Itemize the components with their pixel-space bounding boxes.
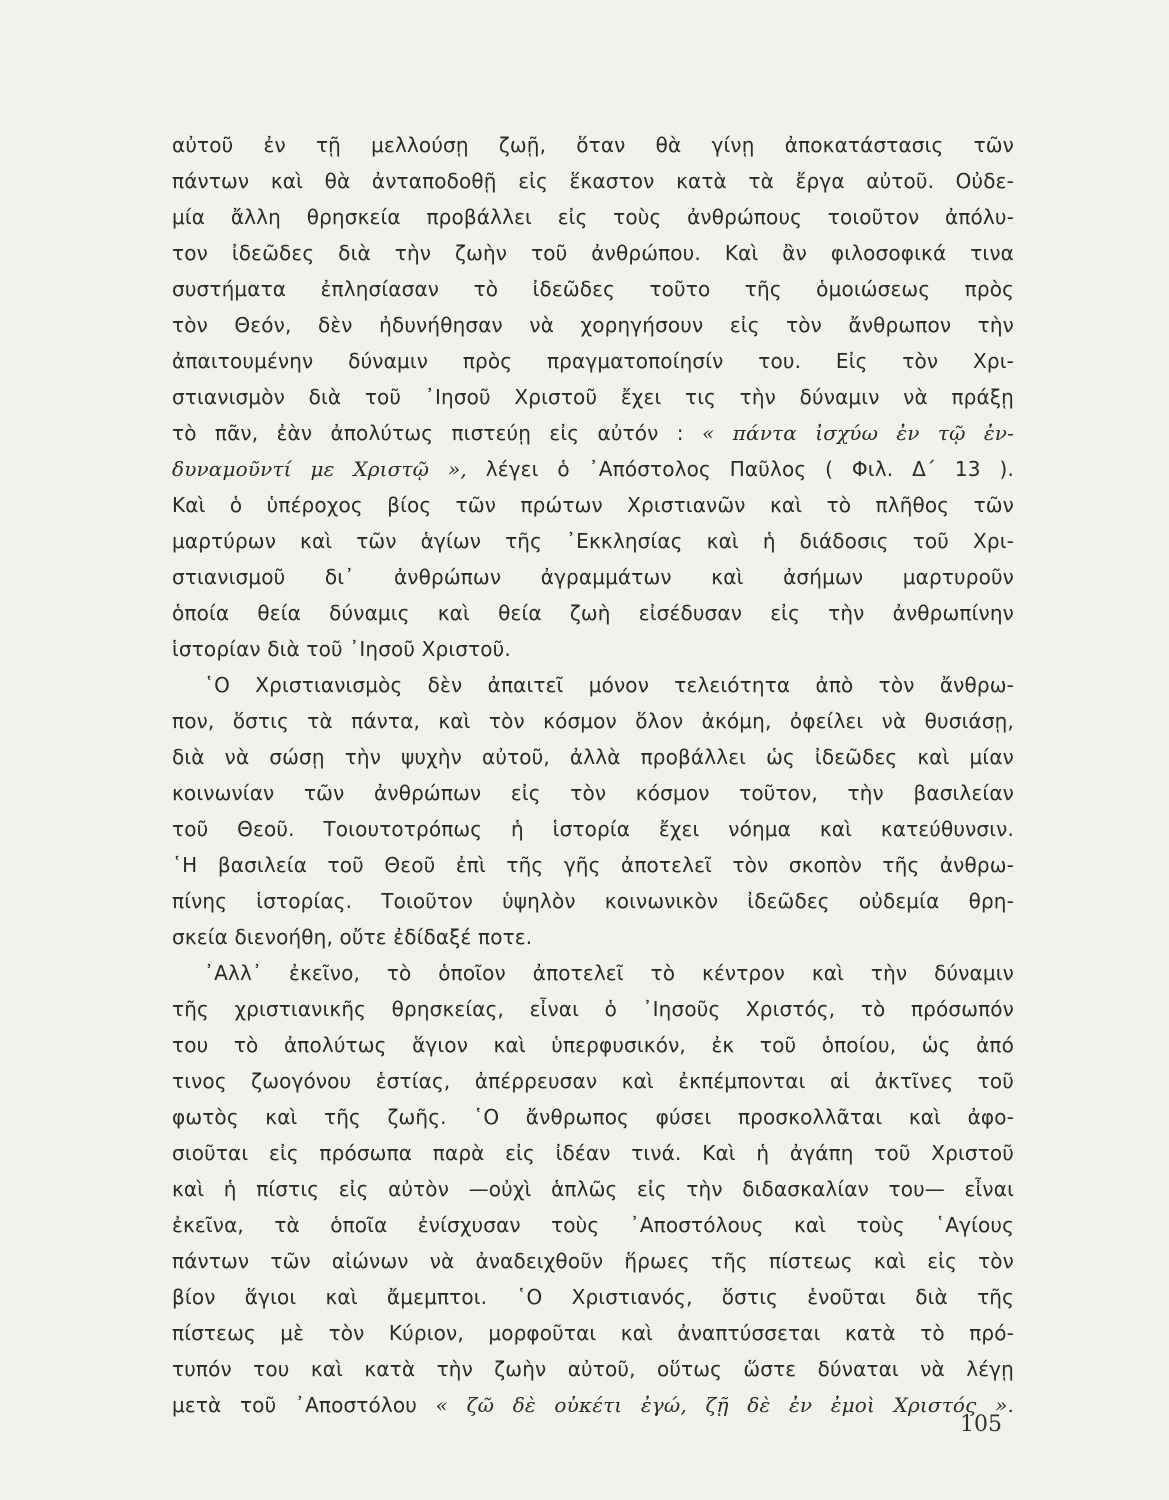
text-line: τυπόν του καὶ κατὰ τὴν ζωὴν αὐτοῦ, οὕτως ὥστε δύναται νὰ λέγῃ: [172, 1357, 1014, 1381]
text-line: ἀπαιτουμένην δύναμιν πρὸς πραγματοποίησίν του. Εἰς τὸν Χρι-: [172, 349, 1014, 373]
text-run: λέγει ὁ ᾿Απόστολος Παῦλος ( Φιλ. Δ΄ 13 ).: [485, 457, 1014, 481]
text-line: τὸν Θεόν, δὲν ἠδυνήθησαν νὰ χορηγήσουν εἰς τὸν ἄνθρωπον τὴν: [172, 313, 1014, 337]
text-line: συστήματα ἐπλησίασαν τὸ ἰδεῶδες τοῦτο τῆς ὁμοιώσεως πρὸς: [172, 277, 1014, 301]
text-line: φωτὸς καὶ τῆς ζωῆς. ῾Ο ἄνθρωπος φύσει προσκολλᾶται καὶ ἀφο-: [172, 1105, 1014, 1129]
text-line: [172, 415, 1014, 451]
text-line: τινος ζωογόνου ἑστίας, ἀπέρρευσαν καὶ ἐκπέμπονται αἱ ἀκτῖνες τοῦ: [172, 1069, 1014, 1093]
text-line: [172, 1387, 1014, 1423]
text-line: διὰ νὰ σώσῃ τὴν ψυχὴν αὐτοῦ, ἀλλὰ προβάλλει ὡς ἰδεῶδες καὶ μίαν: [172, 745, 1014, 769]
scripture-quote: δυναμοῦντί με Χριστῷ »,: [172, 457, 467, 481]
text-line: [172, 451, 1014, 487]
page-number: 105: [960, 1412, 1002, 1437]
text-line: μία ἄλλη θρησκεία προβάλλει εἰς τοὺς ἀνθρώπους τοιοῦτον ἀπόλυ-: [172, 205, 1014, 229]
text-line: τον ἰδεῶδες διὰ τὴν ζωὴν τοῦ ἀνθρώπου. Καὶ ἂν φιλοσοφικά τινα: [172, 241, 1014, 265]
text-line: πίστεως μὲ τὸν Κύριον, μορφοῦται καὶ ἀναπτύσσεται κατὰ τὸ πρό-: [172, 1321, 1014, 1345]
text-line: ὁποία θεία δύναμις καὶ θεία ζωὴ εἰσέδυσαν εἰς τὴν ἀνθρωπίνην: [172, 601, 1014, 625]
text-line: στιανισμὸν διὰ τοῦ ᾿Ιησοῦ Χριστοῦ ἔχει τις τὴν δύναμιν νὰ πράξῃ: [172, 385, 1014, 409]
text-line: πον, ὅστις τὰ πάντα, καὶ τὸν κόσμον ὅλον ἀκόμη, ὀφείλει νὰ θυσιάσῃ,: [172, 709, 1014, 733]
text-line: πάντων καὶ θὰ ἀνταποδοθῇ εἰς ἕκαστον κατὰ τὰ ἔργα αὐτοῦ. Οὐδε-: [172, 169, 1014, 193]
scripture-quote: « ζῶ δὲ οὐκέτι ἐγώ, ζῇ δὲ ἐν ἐμοὶ Χριστός ».: [435, 1393, 1014, 1417]
text-line: στιανισμοῦ δι᾿ ἀνθρώπων ἀγραμμάτων καὶ ἀσήμων μαρτυροῦν: [172, 565, 1014, 589]
text-line: βίον ἅγιοι καὶ ἄμεμπτοι. ῾Ο Χριστιανός, ὅστις ἑνοῦται διὰ τῆς: [172, 1285, 1014, 1309]
text-line: σιοῦται εἰς πρόσωπα παρὰ εἰς ἰδέαν τινά. Καὶ ἡ ἀγάπη τοῦ Χριστοῦ: [172, 1141, 1014, 1165]
text-line: τῆς χριστιανικῆς θρησκείας, εἶναι ὁ ᾿Ιησοῦς Χριστός, τὸ πρόσωπόν: [172, 997, 1014, 1021]
text-line: ῾Η βασιλεία τοῦ Θεοῦ ἐπὶ τῆς γῆς ἀποτελεῖ τὸν σκοπὸν τῆς ἀνθρω-: [172, 853, 1014, 877]
text-run: τὸ πᾶν, ἐὰν ἀπολύτως πιστεύῃ εἰς αὐτόν :: [172, 421, 684, 445]
text-line: ἐκεῖνα, τὰ ὁποῖα ἐνίσχυσαν τοὺς ᾿Αποστόλους καὶ τοὺς ῾Αγίους: [172, 1213, 1014, 1237]
scripture-quote: « πάντα ἰσχύω ἐν τῷ ἐν-: [702, 421, 1014, 445]
text-line: πίνης ἱστορίας. Τοιοῦτον ὑψηλὸν κοινωνικὸν ἰδεῶδες οὐδεμία θρη-: [172, 889, 1014, 913]
text-line: πάντων τῶν αἰώνων νὰ ἀναδειχθοῦν ἥρωες τῆς πίστεως καὶ εἰς τὸν: [172, 1249, 1014, 1273]
text-line: ᾿Αλλ᾿ ἐκεῖνο, τὸ ὁποῖον ἀποτελεῖ τὸ κέντρον καὶ τὴν δύναμιν: [204, 961, 1014, 985]
text-line: Καὶ ὁ ὑπέροχος βίος τῶν πρώτων Χριστιανῶν καὶ τὸ πλῆθος τῶν: [172, 493, 1014, 517]
text-line: αὐτοῦ ἐν τῇ μελλούσῃ ζωῇ, ὅταν θὰ γίνῃ ἀποκατάστασις τῶν: [172, 133, 1014, 157]
text-run: μετὰ τοῦ ᾿Αποστόλου: [172, 1393, 417, 1417]
page-body: [172, 127, 1014, 1427]
text-line: κοινωνίαν τῶν ἀνθρώπων εἰς τὸν κόσμον τοῦτον, τὴν βασιλείαν: [172, 781, 1014, 805]
text-line: ἱστορίαν διὰ τοῦ ᾿Ιησοῦ Χριστοῦ.: [172, 637, 511, 661]
text-line: σκεία διενοήθη, οὔτε ἐδίδαξέ ποτε.: [172, 925, 533, 949]
text-line: καὶ ἡ πίστις εἰς αὐτὸν —οὐχὶ ἁπλῶς εἰς τὴν διδασκαλίαν του— εἶναι: [172, 1177, 1014, 1201]
text-line: τοῦ Θεοῦ. Τοιουτοτρόπως ἡ ἱστορία ἔχει νόημα καὶ κατεύθυνσιν.: [172, 817, 1014, 841]
text-line: του τὸ ἀπολύτως ἅγιον καὶ ὑπερφυσικόν, ἐκ τοῦ ὁποίου, ὡς ἀπό: [172, 1033, 1014, 1057]
text-line: ῾Ο Χριστιανισμὸς δὲν ἀπαιτεῖ μόνον τελειότητα ἀπὸ τὸν ἄνθρω-: [204, 673, 1014, 697]
text-line: μαρτύρων καὶ τῶν ἁγίων τῆς ᾿Εκκλησίας καὶ ἡ διάδοσις τοῦ Χρι-: [172, 529, 1014, 553]
